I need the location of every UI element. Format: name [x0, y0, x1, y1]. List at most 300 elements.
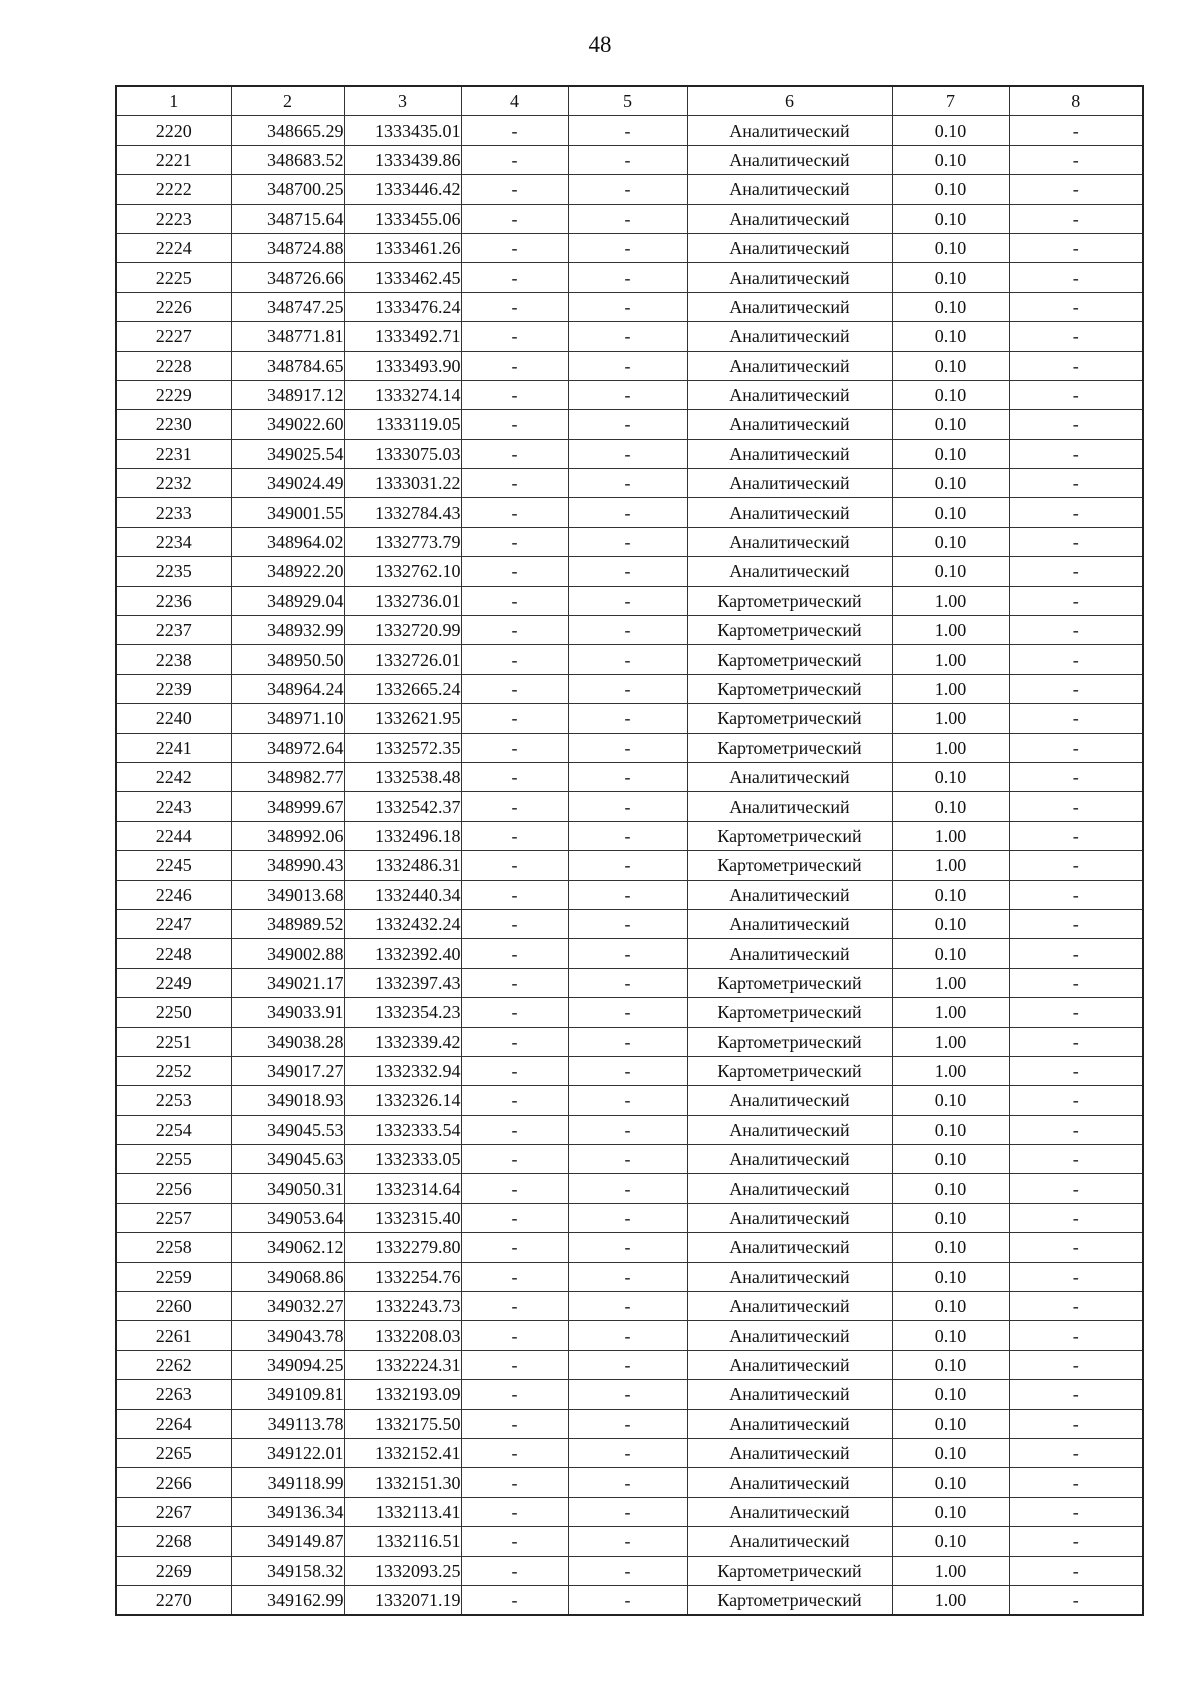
table-row	[116, 204, 1143, 233]
table-row	[116, 351, 1143, 380]
table-row	[116, 792, 1143, 821]
column-5-cell: -	[568, 998, 687, 1027]
column-4-cell: -	[461, 233, 568, 262]
column-8-cell: -	[1009, 1027, 1143, 1056]
accuracy-cell: 1.00	[892, 998, 1009, 1027]
column-5-cell: -	[568, 1468, 687, 1497]
table-row	[116, 909, 1143, 938]
table-row	[116, 439, 1143, 468]
y-coordinate-cell: 1332254.76	[344, 1262, 461, 1291]
table-row	[116, 821, 1143, 850]
point-number-cell: 2231	[116, 439, 231, 468]
column-4-cell: -	[461, 645, 568, 674]
accuracy-cell: 0.10	[892, 1115, 1009, 1144]
method-cell: Картометрический	[687, 998, 892, 1027]
accuracy-cell: 0.10	[892, 1086, 1009, 1115]
y-coordinate-cell: 1333462.45	[344, 263, 461, 292]
column-4-cell: -	[461, 1409, 568, 1438]
column-8-cell: -	[1009, 733, 1143, 762]
y-coordinate-cell: 1332354.23	[344, 998, 461, 1027]
accuracy-cell: 0.10	[892, 1321, 1009, 1350]
accuracy-cell: 1.00	[892, 851, 1009, 880]
method-cell: Аналитический	[687, 380, 892, 409]
method-cell: Аналитический	[687, 1350, 892, 1379]
column-5-cell: -	[568, 557, 687, 586]
column-5-cell: -	[568, 968, 687, 997]
column-5-cell: -	[568, 1438, 687, 1467]
column-header: 2	[231, 86, 344, 116]
y-coordinate-cell: 1332621.95	[344, 704, 461, 733]
column-5-cell: -	[568, 204, 687, 233]
point-number-cell: 2225	[116, 263, 231, 292]
x-coordinate-cell: 349136.34	[231, 1497, 344, 1526]
y-coordinate-cell: 1332440.34	[344, 880, 461, 909]
column-8-cell: -	[1009, 1527, 1143, 1556]
point-number-cell: 2249	[116, 968, 231, 997]
column-8-cell: -	[1009, 145, 1143, 174]
x-coordinate-cell: 348972.64	[231, 733, 344, 762]
table-row	[116, 380, 1143, 409]
table-row	[116, 1233, 1143, 1262]
table-row	[116, 1115, 1143, 1144]
column-8-cell: -	[1009, 1585, 1143, 1615]
table-row	[116, 469, 1143, 498]
column-4-cell: -	[461, 292, 568, 321]
column-4-cell: -	[461, 616, 568, 645]
column-5-cell: -	[568, 380, 687, 409]
accuracy-cell: 0.10	[892, 1409, 1009, 1438]
column-8-cell: -	[1009, 1380, 1143, 1409]
method-cell: Аналитический	[687, 1380, 892, 1409]
column-4-cell: -	[461, 821, 568, 850]
point-number-cell: 2232	[116, 469, 231, 498]
method-cell: Картометрический	[687, 1556, 892, 1585]
x-coordinate-cell: 349122.01	[231, 1438, 344, 1467]
column-4-cell: -	[461, 204, 568, 233]
table-row	[116, 939, 1143, 968]
accuracy-cell: 1.00	[892, 968, 1009, 997]
x-coordinate-cell: 348715.64	[231, 204, 344, 233]
y-coordinate-cell: 1332315.40	[344, 1203, 461, 1232]
table-row	[116, 145, 1143, 174]
column-header: 5	[568, 86, 687, 116]
x-coordinate-cell: 348971.10	[231, 704, 344, 733]
table-row	[116, 762, 1143, 791]
accuracy-cell: 0.10	[892, 792, 1009, 821]
table-row	[116, 116, 1143, 145]
column-5-cell: -	[568, 586, 687, 615]
x-coordinate-cell: 348999.67	[231, 792, 344, 821]
table-row	[116, 1409, 1143, 1438]
method-cell: Картометрический	[687, 1056, 892, 1085]
column-5-cell: -	[568, 1086, 687, 1115]
accuracy-cell: 0.10	[892, 1262, 1009, 1291]
table-row	[116, 322, 1143, 351]
point-number-cell: 2265	[116, 1438, 231, 1467]
column-8-cell: -	[1009, 586, 1143, 615]
table-row	[116, 1497, 1143, 1526]
accuracy-cell: 0.10	[892, 263, 1009, 292]
accuracy-cell: 0.10	[892, 1174, 1009, 1203]
y-coordinate-cell: 1332665.24	[344, 674, 461, 703]
column-5-cell: -	[568, 792, 687, 821]
point-number-cell: 2248	[116, 939, 231, 968]
method-cell: Аналитический	[687, 145, 892, 174]
method-cell: Картометрический	[687, 968, 892, 997]
column-4-cell: -	[461, 1468, 568, 1497]
y-coordinate-cell: 1332333.54	[344, 1115, 461, 1144]
accuracy-cell: 0.10	[892, 410, 1009, 439]
column-8-cell: -	[1009, 821, 1143, 850]
y-coordinate-cell: 1332333.05	[344, 1145, 461, 1174]
accuracy-cell: 1.00	[892, 1027, 1009, 1056]
accuracy-cell: 0.10	[892, 1497, 1009, 1526]
method-cell: Аналитический	[687, 1174, 892, 1203]
accuracy-cell: 1.00	[892, 1556, 1009, 1585]
column-8-cell: -	[1009, 322, 1143, 351]
y-coordinate-cell: 1332152.41	[344, 1438, 461, 1467]
accuracy-cell: 0.10	[892, 204, 1009, 233]
column-8-cell: -	[1009, 998, 1143, 1027]
column-5-cell: -	[568, 322, 687, 351]
column-5-cell: -	[568, 674, 687, 703]
column-5-cell: -	[568, 1350, 687, 1379]
column-8-cell: -	[1009, 263, 1143, 292]
y-coordinate-cell: 1332736.01	[344, 586, 461, 615]
x-coordinate-cell: 348989.52	[231, 909, 344, 938]
point-number-cell: 2235	[116, 557, 231, 586]
method-cell: Аналитический	[687, 1145, 892, 1174]
column-8-cell: -	[1009, 704, 1143, 733]
column-4-cell: -	[461, 762, 568, 791]
column-5-cell: -	[568, 1585, 687, 1615]
column-8-cell: -	[1009, 410, 1143, 439]
point-number-cell: 2242	[116, 762, 231, 791]
method-cell: Аналитический	[687, 909, 892, 938]
column-4-cell: -	[461, 674, 568, 703]
x-coordinate-cell: 349018.93	[231, 1086, 344, 1115]
accuracy-cell: 1.00	[892, 704, 1009, 733]
column-5-cell: -	[568, 498, 687, 527]
table-row	[116, 1321, 1143, 1350]
accuracy-cell: 0.10	[892, 880, 1009, 909]
table-row	[116, 851, 1143, 880]
point-number-cell: 2237	[116, 616, 231, 645]
table-row	[116, 704, 1143, 733]
page-number: 48	[588, 32, 612, 57]
column-5-cell: -	[568, 1497, 687, 1526]
accuracy-cell: 0.10	[892, 1468, 1009, 1497]
accuracy-cell: 0.10	[892, 145, 1009, 174]
column-4-cell: -	[461, 1438, 568, 1467]
accuracy-cell: 0.10	[892, 527, 1009, 556]
method-cell: Аналитический	[687, 204, 892, 233]
table-row	[116, 410, 1143, 439]
column-8-cell: -	[1009, 439, 1143, 468]
point-number-cell: 2255	[116, 1145, 231, 1174]
column-5-cell: -	[568, 527, 687, 556]
column-8-cell: -	[1009, 939, 1143, 968]
table-row	[116, 498, 1143, 527]
column-4-cell: -	[461, 880, 568, 909]
column-8-cell: -	[1009, 909, 1143, 938]
y-coordinate-cell: 1332279.80	[344, 1233, 461, 1262]
method-cell: Аналитический	[687, 1527, 892, 1556]
x-coordinate-cell: 349045.63	[231, 1145, 344, 1174]
y-coordinate-cell: 1332784.43	[344, 498, 461, 527]
column-5-cell: -	[568, 263, 687, 292]
y-coordinate-cell: 1333492.71	[344, 322, 461, 351]
accuracy-cell: 0.10	[892, 439, 1009, 468]
y-coordinate-cell: 1332116.51	[344, 1527, 461, 1556]
column-5-cell: -	[568, 292, 687, 321]
point-number-cell: 2250	[116, 998, 231, 1027]
x-coordinate-cell: 349022.60	[231, 410, 344, 439]
y-coordinate-cell: 1333435.01	[344, 116, 461, 145]
column-8-cell: -	[1009, 1203, 1143, 1232]
column-4-cell: -	[461, 1585, 568, 1615]
column-8-cell: -	[1009, 1145, 1143, 1174]
column-4-cell: -	[461, 380, 568, 409]
column-4-cell: -	[461, 1556, 568, 1585]
method-cell: Аналитический	[687, 175, 892, 204]
method-cell: Аналитический	[687, 1262, 892, 1291]
table-row	[116, 175, 1143, 204]
point-number-cell: 2220	[116, 116, 231, 145]
column-5-cell: -	[568, 1527, 687, 1556]
point-number-cell: 2251	[116, 1027, 231, 1056]
x-coordinate-cell: 349021.17	[231, 968, 344, 997]
method-cell: Аналитический	[687, 939, 892, 968]
point-number-cell: 2229	[116, 380, 231, 409]
y-coordinate-cell: 1332720.99	[344, 616, 461, 645]
column-4-cell: -	[461, 145, 568, 174]
y-coordinate-cell: 1332332.94	[344, 1056, 461, 1085]
column-4-cell: -	[461, 968, 568, 997]
column-4-cell: -	[461, 175, 568, 204]
x-coordinate-cell: 349162.99	[231, 1585, 344, 1615]
accuracy-cell: 0.10	[892, 1527, 1009, 1556]
x-coordinate-cell: 348922.20	[231, 557, 344, 586]
method-cell: Аналитический	[687, 1409, 892, 1438]
point-number-cell: 2223	[116, 204, 231, 233]
point-number-cell: 2260	[116, 1292, 231, 1321]
accuracy-cell: 0.10	[892, 116, 1009, 145]
table-row	[116, 527, 1143, 556]
method-cell: Аналитический	[687, 263, 892, 292]
column-5-cell: -	[568, 821, 687, 850]
accuracy-cell: 0.10	[892, 351, 1009, 380]
point-number-cell: 2256	[116, 1174, 231, 1203]
method-cell: Аналитический	[687, 410, 892, 439]
y-coordinate-cell: 1332113.41	[344, 1497, 461, 1526]
column-header: 1	[116, 86, 231, 116]
column-5-cell: -	[568, 1174, 687, 1203]
point-number-cell: 2233	[116, 498, 231, 527]
y-coordinate-cell: 1332151.30	[344, 1468, 461, 1497]
point-number-cell: 2262	[116, 1350, 231, 1379]
column-5-cell: -	[568, 851, 687, 880]
column-4-cell: -	[461, 792, 568, 821]
column-5-cell: -	[568, 1203, 687, 1232]
point-number-cell: 2246	[116, 880, 231, 909]
method-cell: Аналитический	[687, 116, 892, 145]
method-cell: Аналитический	[687, 1086, 892, 1115]
accuracy-cell: 0.10	[892, 322, 1009, 351]
x-coordinate-cell: 348964.02	[231, 527, 344, 556]
y-coordinate-cell: 1332538.48	[344, 762, 461, 791]
point-number-cell: 2221	[116, 145, 231, 174]
accuracy-cell: 0.10	[892, 1380, 1009, 1409]
point-number-cell: 2239	[116, 674, 231, 703]
column-5-cell: -	[568, 410, 687, 439]
y-coordinate-cell: 1332572.35	[344, 733, 461, 762]
column-4-cell: -	[461, 909, 568, 938]
point-number-cell: 2270	[116, 1585, 231, 1615]
method-cell: Картометрический	[687, 1027, 892, 1056]
column-8-cell: -	[1009, 380, 1143, 409]
x-coordinate-cell: 349043.78	[231, 1321, 344, 1350]
accuracy-cell: 1.00	[892, 821, 1009, 850]
column-4-cell: -	[461, 1527, 568, 1556]
method-cell: Аналитический	[687, 439, 892, 468]
column-5-cell: -	[568, 175, 687, 204]
column-header: 8	[1009, 86, 1143, 116]
column-8-cell: -	[1009, 1056, 1143, 1085]
method-cell: Аналитический	[687, 762, 892, 791]
x-coordinate-cell: 349113.78	[231, 1409, 344, 1438]
column-5-cell: -	[568, 880, 687, 909]
method-cell: Картометрический	[687, 645, 892, 674]
accuracy-cell: 1.00	[892, 674, 1009, 703]
y-coordinate-cell: 1332224.31	[344, 1350, 461, 1379]
column-4-cell: -	[461, 1056, 568, 1085]
table-row	[116, 733, 1143, 762]
point-number-cell: 2238	[116, 645, 231, 674]
y-coordinate-cell: 1332193.09	[344, 1380, 461, 1409]
column-4-cell: -	[461, 939, 568, 968]
method-cell: Аналитический	[687, 322, 892, 351]
x-coordinate-cell: 348724.88	[231, 233, 344, 262]
method-cell: Аналитический	[687, 1438, 892, 1467]
column-4-cell: -	[461, 851, 568, 880]
column-4-cell: -	[461, 998, 568, 1027]
method-cell: Картометрический	[687, 704, 892, 733]
method-cell: Аналитический	[687, 351, 892, 380]
point-number-cell: 2245	[116, 851, 231, 880]
method-cell: Картометрический	[687, 674, 892, 703]
column-4-cell: -	[461, 351, 568, 380]
method-cell: Картометрический	[687, 1585, 892, 1615]
column-8-cell: -	[1009, 1086, 1143, 1115]
accuracy-cell: 1.00	[892, 1056, 1009, 1085]
column-5-cell: -	[568, 233, 687, 262]
y-coordinate-cell: 1332175.50	[344, 1409, 461, 1438]
y-coordinate-cell: 1332542.37	[344, 792, 461, 821]
y-coordinate-cell: 1332339.42	[344, 1027, 461, 1056]
table-row	[116, 1086, 1143, 1115]
column-header: 4	[461, 86, 568, 116]
y-coordinate-cell: 1332392.40	[344, 939, 461, 968]
column-5-cell: -	[568, 939, 687, 968]
method-cell: Аналитический	[687, 233, 892, 262]
column-8-cell: -	[1009, 645, 1143, 674]
method-cell: Картометрический	[687, 616, 892, 645]
y-coordinate-cell: 1332314.64	[344, 1174, 461, 1203]
column-8-cell: -	[1009, 968, 1143, 997]
column-5-cell: -	[568, 116, 687, 145]
method-cell: Аналитический	[687, 557, 892, 586]
point-number-cell: 2267	[116, 1497, 231, 1526]
y-coordinate-cell: 1332726.01	[344, 645, 461, 674]
method-cell: Аналитический	[687, 1203, 892, 1232]
method-cell: Аналитический	[687, 292, 892, 321]
point-number-cell: 2266	[116, 1468, 231, 1497]
point-number-cell: 2222	[116, 175, 231, 204]
column-4-cell: -	[461, 1115, 568, 1144]
column-header: 6	[687, 86, 892, 116]
y-coordinate-cell: 1332093.25	[344, 1556, 461, 1585]
method-cell: Аналитический	[687, 1233, 892, 1262]
x-coordinate-cell: 348992.06	[231, 821, 344, 850]
column-8-cell: -	[1009, 1556, 1143, 1585]
accuracy-cell: 0.10	[892, 1350, 1009, 1379]
table-body	[116, 116, 1143, 1615]
column-8-cell: -	[1009, 1497, 1143, 1526]
x-coordinate-cell: 349109.81	[231, 1380, 344, 1409]
column-8-cell: -	[1009, 1292, 1143, 1321]
column-8-cell: -	[1009, 204, 1143, 233]
column-8-cell: -	[1009, 498, 1143, 527]
y-coordinate-cell: 1333455.06	[344, 204, 461, 233]
point-number-cell: 2261	[116, 1321, 231, 1350]
y-coordinate-cell: 1333446.42	[344, 175, 461, 204]
column-8-cell: -	[1009, 1321, 1143, 1350]
column-8-cell: -	[1009, 851, 1143, 880]
accuracy-cell: 0.10	[892, 1145, 1009, 1174]
method-cell: Картометрический	[687, 851, 892, 880]
accuracy-cell: 1.00	[892, 616, 1009, 645]
column-5-cell: -	[568, 1321, 687, 1350]
y-coordinate-cell: 1333439.86	[344, 145, 461, 174]
column-4-cell: -	[461, 733, 568, 762]
column-8-cell: -	[1009, 1233, 1143, 1262]
column-8-cell: -	[1009, 1409, 1143, 1438]
accuracy-cell: 0.10	[892, 557, 1009, 586]
column-8-cell: -	[1009, 527, 1143, 556]
x-coordinate-cell: 349025.54	[231, 439, 344, 468]
table-row	[116, 1438, 1143, 1467]
accuracy-cell: 0.10	[892, 469, 1009, 498]
y-coordinate-cell: 1333461.26	[344, 233, 461, 262]
column-5-cell: -	[568, 1380, 687, 1409]
x-coordinate-cell: 348726.66	[231, 263, 344, 292]
column-4-cell: -	[461, 586, 568, 615]
column-4-cell: -	[461, 1262, 568, 1291]
x-coordinate-cell: 348950.50	[231, 645, 344, 674]
point-number-cell: 2254	[116, 1115, 231, 1144]
x-coordinate-cell: 349118.99	[231, 1468, 344, 1497]
column-5-cell: -	[568, 1115, 687, 1144]
column-4-cell: -	[461, 1380, 568, 1409]
method-cell: Аналитический	[687, 1292, 892, 1321]
column-5-cell: -	[568, 1409, 687, 1438]
column-5-cell: -	[568, 733, 687, 762]
column-4-cell: -	[461, 1233, 568, 1262]
column-8-cell: -	[1009, 233, 1143, 262]
y-coordinate-cell: 1332496.18	[344, 821, 461, 850]
column-4-cell: -	[461, 1292, 568, 1321]
